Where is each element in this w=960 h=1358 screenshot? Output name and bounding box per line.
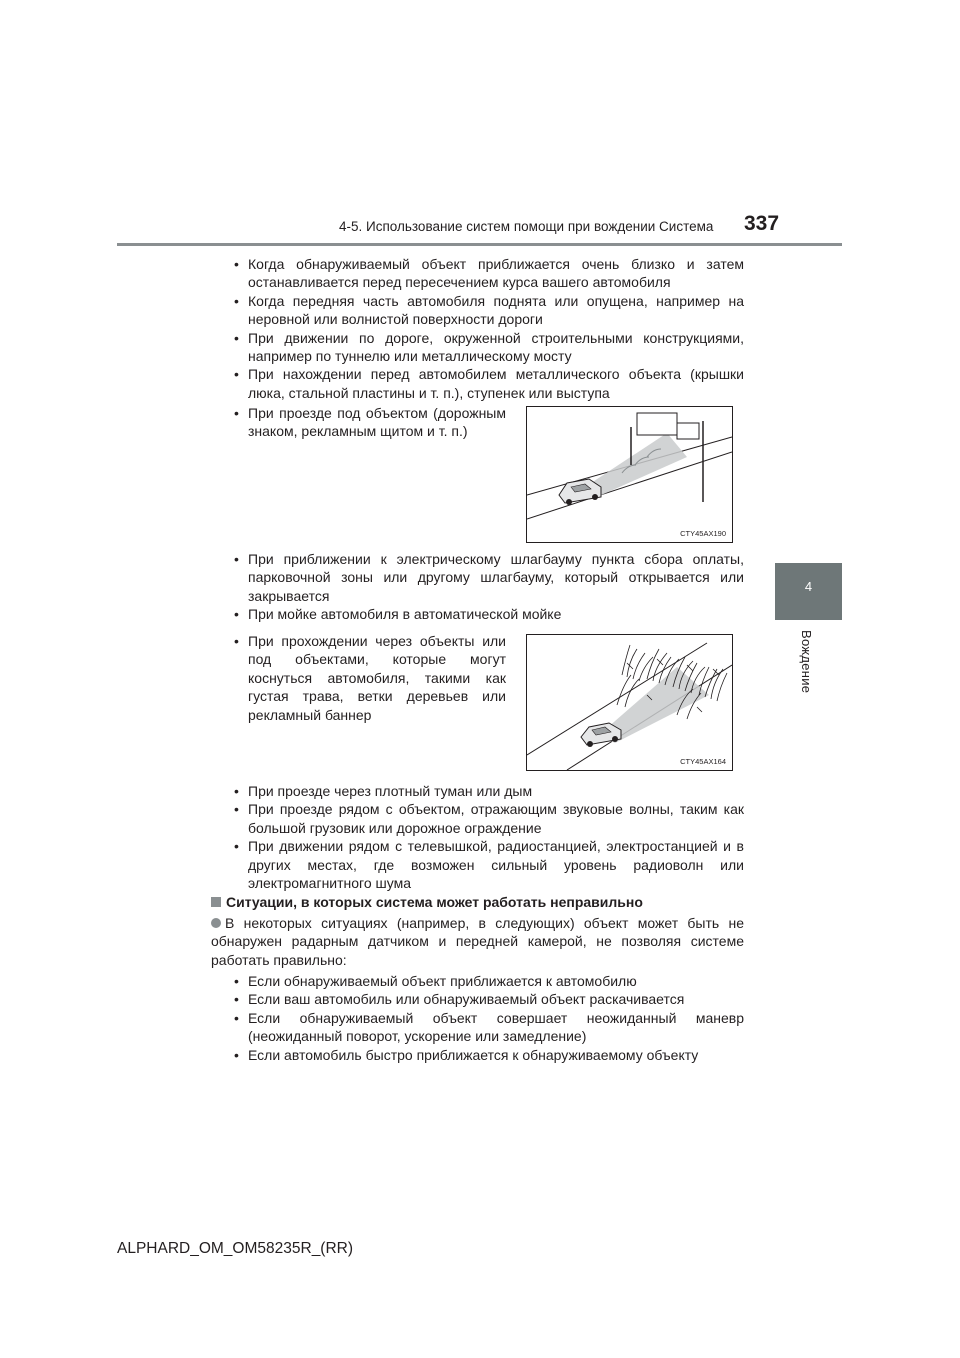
document-code: ALPHARD_OM_OM58235R_(RR)	[117, 1240, 354, 1257]
chapter-label: Вождение	[799, 630, 814, 694]
bullet-list-middle	[234, 550, 744, 624]
page-number: 337	[744, 212, 780, 235]
list-item: • Если обнаруживаемый объект приближается к автомобилю	[234, 972, 744, 990]
list-item: • Если автомобиль быстро приближается к обнаруживаемому объекту	[234, 1046, 744, 1064]
list-item: • При приближении к электрическому шлагбауму пункта сбора оплаты, парковочной зоны или другому шлагбауму, который открывается или закрывается	[234, 550, 744, 605]
list-item: • При мойке автомобиля в автоматической мойке	[234, 605, 744, 623]
figure-code: CTY45AX190	[680, 529, 726, 538]
bullet-list-section	[234, 972, 744, 1064]
chapter-tab	[775, 563, 842, 620]
list-item: • Если обнаруживаемый объект совершает неожиданный маневр (неожиданный поворот, ускорение или замедление)	[234, 1009, 744, 1046]
header-divider	[117, 243, 842, 246]
section-title: 4-5. Использование систем помощи при вождении Система	[339, 219, 714, 234]
section-heading-text: Ситуации, в которых система может работать неправильно	[226, 894, 643, 910]
bullet-list-objects	[234, 632, 506, 724]
list-item: • При проезде под объектом (дорожным знаком, рекламным щитом и т. п.)	[234, 404, 506, 441]
section-intro	[211, 914, 744, 969]
list-item: • Когда обнаруживаемый объект приближается очень близко и затем останавливается перед пересечением курса вашего автомобиля	[234, 255, 744, 292]
illustration-grass	[526, 634, 733, 771]
list-item: • При движении по дороге, окруженной строительными конструкциями, например по туннелю или металлическому мосту	[234, 329, 744, 366]
grass-drawing	[527, 635, 732, 770]
list-item: • При проезде рядом с объектом, отражающим звуковые волны, таким как большой грузовик или дорожное ограждение	[234, 800, 744, 837]
bullet-list-top	[234, 255, 744, 402]
list-item: • Если ваш автомобиль или обнаруживаемый объект раскачивается	[234, 990, 744, 1008]
list-item: • При нахождении перед автомобилем металлического объекта (крышки люка, стальной пластины и т. п.), ступенек или выступа	[234, 365, 744, 402]
bullet-list-sign	[234, 404, 506, 441]
circle-bullet-icon	[211, 918, 221, 928]
section-intro-text: В некоторых ситуациях (например, в следующих) объект может быть не обнаружен радарным датчиком и передней камерой, не позволяя системе работать правильно:	[211, 915, 744, 968]
figure-code: CTY45AX164	[680, 757, 726, 766]
list-item: • При движении рядом с телевышкой, радиостанцией, электростанцией и в других местах, где возможен сильный уровень радиоволн или электромагнитного шума	[234, 837, 744, 892]
bullet-list-bottom	[234, 782, 744, 892]
overhead-sign-drawing	[527, 407, 732, 542]
list-item: • При проезде через плотный туман или дым	[234, 782, 744, 800]
list-item: • Когда передняя часть автомобиля поднята или опущена, например на неровной или волнистой поверхности дороги	[234, 292, 744, 329]
chapter-number: 4	[804, 579, 813, 594]
section-heading	[211, 894, 643, 910]
illustration-overhead-sign	[526, 406, 733, 543]
square-bullet-icon	[211, 897, 221, 907]
list-item: • При прохождении через объекты или под объектами, которые могут коснуться автомобиля, такими как густая трава, ветки деревьев или рекламный баннер	[234, 632, 506, 724]
